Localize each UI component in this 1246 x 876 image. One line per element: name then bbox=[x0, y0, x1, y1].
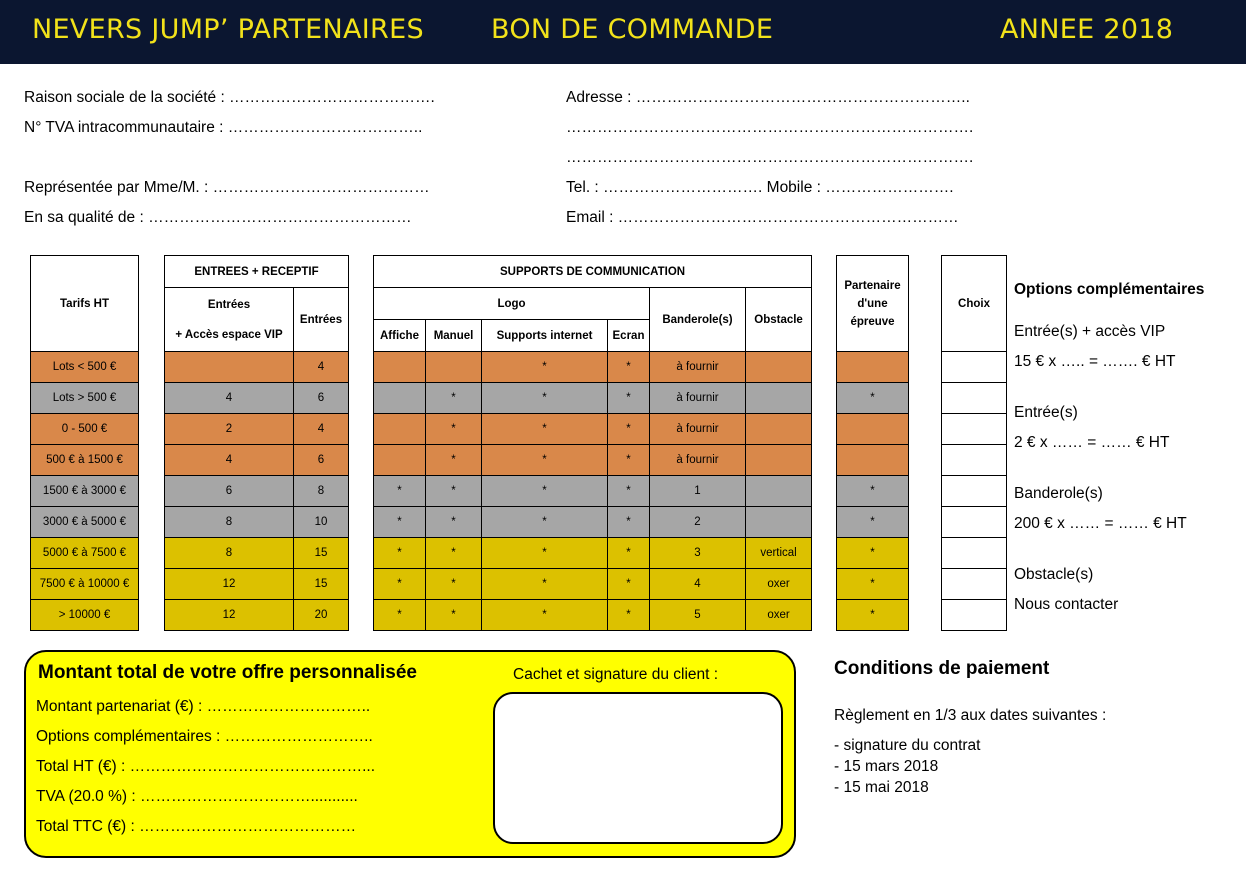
banderole-cell: 5 bbox=[650, 600, 746, 631]
table-row bbox=[942, 476, 1007, 507]
entrees-table bbox=[164, 255, 349, 631]
adresse-line-3: ……………………………………………………………………. bbox=[566, 149, 974, 166]
tarifs-header: Tarifs HT bbox=[31, 256, 139, 352]
affiche-cell: * bbox=[374, 600, 426, 631]
conditions-title: Conditions de paiement bbox=[834, 658, 1050, 679]
choix-cell[interactable] bbox=[942, 383, 1007, 414]
table-row bbox=[837, 507, 909, 538]
total-ttc-field: Total TTC (€) : …………………………………… bbox=[36, 818, 357, 835]
obstacle-cell bbox=[746, 507, 812, 538]
choix-cell[interactable] bbox=[942, 507, 1007, 538]
condition-item: - 15 mars 2018 bbox=[834, 758, 939, 775]
ecran-cell: * bbox=[608, 569, 650, 600]
entrees-group-header: ENTREES + RECEPTIF bbox=[165, 256, 349, 288]
banderole-header: Banderole(s) bbox=[650, 288, 746, 352]
table-row bbox=[942, 569, 1007, 600]
ecran-cell: * bbox=[608, 538, 650, 569]
banderole-cell: 3 bbox=[650, 538, 746, 569]
table-row bbox=[165, 476, 349, 507]
manuel-header: Manuel bbox=[426, 320, 482, 352]
tarif-cell: 1500 € à 3000 € bbox=[31, 476, 139, 507]
total-box bbox=[24, 650, 796, 858]
partenaire-cell bbox=[837, 352, 909, 383]
entrees-cell: 10 bbox=[294, 507, 349, 538]
entrees-vip-cell: 8 bbox=[165, 507, 294, 538]
header-bar bbox=[0, 0, 1246, 64]
tarif-cell: 5000 € à 7500 € bbox=[31, 538, 139, 569]
table-row bbox=[837, 383, 909, 414]
manuel-cell bbox=[426, 352, 482, 383]
ecran-cell: * bbox=[608, 600, 650, 631]
choix-table bbox=[941, 255, 1007, 631]
entrees-vip-cell: 8 bbox=[165, 538, 294, 569]
entrees-cell: 8 bbox=[294, 476, 349, 507]
obstacle-cell bbox=[746, 414, 812, 445]
choix-header: Choix bbox=[942, 256, 1007, 352]
ecran-cell: * bbox=[608, 352, 650, 383]
entrees-cell: 6 bbox=[294, 383, 349, 414]
table-row bbox=[837, 476, 909, 507]
obstacle-cell bbox=[746, 476, 812, 507]
entrees-cell: 15 bbox=[294, 538, 349, 569]
tarif-cell: 500 € à 1500 € bbox=[31, 445, 139, 476]
partenaire-cell bbox=[837, 414, 909, 445]
choix-cell[interactable] bbox=[942, 600, 1007, 631]
entrees-cell: 6 bbox=[294, 445, 349, 476]
ecran-cell: * bbox=[608, 476, 650, 507]
option-entrees-formula: 2 € x …… = …… € HT bbox=[1014, 434, 1170, 451]
entrees-cell: 15 bbox=[294, 569, 349, 600]
partenaire-cell bbox=[837, 445, 909, 476]
table-row bbox=[374, 445, 812, 476]
table-row bbox=[31, 445, 139, 476]
partenaire-cell: * bbox=[837, 600, 909, 631]
ecran-cell: * bbox=[608, 445, 650, 476]
tva-amount-field: TVA (20.0 %) : ……………………………........... bbox=[36, 788, 358, 805]
table-row bbox=[837, 352, 909, 383]
table-row bbox=[374, 507, 812, 538]
affiche-cell bbox=[374, 383, 426, 414]
manuel-cell: * bbox=[426, 383, 482, 414]
table-row bbox=[165, 414, 349, 445]
banderole-cell: 4 bbox=[650, 569, 746, 600]
table-row bbox=[837, 538, 909, 569]
table-row bbox=[942, 538, 1007, 569]
cachet-label: Cachet et signature du client : bbox=[513, 666, 719, 683]
table-row bbox=[374, 538, 812, 569]
option-banderole-label: Banderole(s) bbox=[1014, 485, 1103, 502]
conditions-intro: Règlement en 1/3 aux dates suivantes : bbox=[834, 707, 1107, 724]
option-obstacle-contact: Nous contacter bbox=[1014, 596, 1119, 613]
table-row bbox=[31, 600, 139, 631]
table-row bbox=[942, 600, 1007, 631]
tarif-cell: 0 - 500 € bbox=[31, 414, 139, 445]
table-row bbox=[837, 414, 909, 445]
options-title: Options complémentaires bbox=[1014, 281, 1205, 298]
table-row bbox=[31, 414, 139, 445]
table-row bbox=[374, 569, 812, 600]
obstacle-header: Obstacle bbox=[746, 288, 812, 352]
ecran-header: Ecran bbox=[608, 320, 650, 352]
affiche-cell bbox=[374, 414, 426, 445]
obstacle-cell: oxer bbox=[746, 600, 812, 631]
table-row bbox=[374, 476, 812, 507]
entrees-vip-cell: 2 bbox=[165, 414, 294, 445]
table-row bbox=[31, 476, 139, 507]
tarif-cell: 3000 € à 5000 € bbox=[31, 507, 139, 538]
entrees-vip-cell: 6 bbox=[165, 476, 294, 507]
affiche-cell bbox=[374, 445, 426, 476]
table-row bbox=[837, 600, 909, 631]
supports-internet-cell: * bbox=[482, 476, 608, 507]
table-row bbox=[942, 352, 1007, 383]
choix-cell[interactable] bbox=[942, 569, 1007, 600]
obstacle-cell bbox=[746, 445, 812, 476]
banderole-cell: à fournir bbox=[650, 414, 746, 445]
header-year: ANNEE 2018 bbox=[1000, 14, 1174, 45]
entrees-vip-cell: 12 bbox=[165, 600, 294, 631]
adresse-line-2: ……………………………………………………………………. bbox=[566, 119, 974, 136]
banderole-cell: à fournir bbox=[650, 383, 746, 414]
partenaire-cell: * bbox=[837, 569, 909, 600]
obstacle-cell bbox=[746, 383, 812, 414]
table-row bbox=[31, 383, 139, 414]
table-row bbox=[837, 445, 909, 476]
entrees-vip-header bbox=[165, 288, 294, 352]
affiche-cell bbox=[374, 352, 426, 383]
affiche-cell: * bbox=[374, 538, 426, 569]
option-entrees-vip-label: Entrée(s) + accès VIP bbox=[1014, 323, 1166, 340]
table-row bbox=[31, 352, 139, 383]
table-row bbox=[374, 600, 812, 631]
montant-partenariat-field: Montant partenariat (€) : ………………………….. bbox=[36, 698, 371, 715]
supports-internet-cell: * bbox=[482, 445, 608, 476]
manuel-cell: * bbox=[426, 445, 482, 476]
email-field: Email : ………………………………………………………… bbox=[566, 209, 959, 226]
banderole-cell: 2 bbox=[650, 507, 746, 538]
affiche-header: Affiche bbox=[374, 320, 426, 352]
condition-item: - signature du contrat bbox=[834, 737, 981, 754]
choix-cell[interactable] bbox=[942, 445, 1007, 476]
table-row bbox=[31, 507, 139, 538]
total-title: Montant total de votre offre personnalisée bbox=[38, 662, 417, 683]
manuel-cell: * bbox=[426, 569, 482, 600]
affiche-cell: * bbox=[374, 507, 426, 538]
manuel-cell: * bbox=[426, 600, 482, 631]
supports-internet-cell: * bbox=[482, 600, 608, 631]
entrees-vip-header-line2: + Accès espace VIP bbox=[175, 328, 283, 341]
table-row bbox=[165, 538, 349, 569]
table-row bbox=[942, 383, 1007, 414]
supports-internet-cell: * bbox=[482, 538, 608, 569]
entrees-cell: 4 bbox=[294, 414, 349, 445]
partenaire-cell: * bbox=[837, 538, 909, 569]
entrees-cell: 20 bbox=[294, 600, 349, 631]
logo-header: Logo bbox=[374, 288, 650, 320]
option-obstacle-label: Obstacle(s) bbox=[1014, 566, 1094, 583]
table-row bbox=[165, 600, 349, 631]
tarif-cell: Lots > 500 € bbox=[31, 383, 139, 414]
banderole-cell: à fournir bbox=[650, 445, 746, 476]
supports-internet-header: Supports internet bbox=[482, 320, 608, 352]
representee-field: Représentée par Mme/M. : …………………………………… bbox=[24, 179, 430, 196]
supports-table bbox=[373, 255, 812, 631]
manuel-cell: * bbox=[426, 414, 482, 445]
banderole-cell: 1 bbox=[650, 476, 746, 507]
partenaire-table bbox=[836, 255, 909, 631]
manuel-cell: * bbox=[426, 507, 482, 538]
tel-mobile-field: Tel. : …………………………. Mobile : ……………………. bbox=[566, 179, 954, 196]
supports-group-header: SUPPORTS DE COMMUNICATION bbox=[374, 256, 812, 288]
banderole-cell: à fournir bbox=[650, 352, 746, 383]
entrees-vip-cell bbox=[165, 352, 294, 383]
entrees-vip-cell: 4 bbox=[165, 445, 294, 476]
ecran-cell: * bbox=[608, 414, 650, 445]
entrees-vip-header-line1: Entrées bbox=[207, 298, 251, 311]
table-row bbox=[374, 383, 812, 414]
condition-item: - 15 mai 2018 bbox=[834, 779, 929, 796]
manuel-cell: * bbox=[426, 476, 482, 507]
supports-internet-cell: * bbox=[482, 414, 608, 445]
ecran-cell: * bbox=[608, 507, 650, 538]
entrees-header: Entrées bbox=[294, 288, 349, 352]
option-entrees-label: Entrée(s) bbox=[1014, 404, 1078, 421]
affiche-cell: * bbox=[374, 569, 426, 600]
adresse-field: Adresse : ……………………………………………………….. bbox=[566, 89, 970, 106]
obstacle-cell: vertical bbox=[746, 538, 812, 569]
manuel-cell: * bbox=[426, 538, 482, 569]
table-row bbox=[942, 507, 1007, 538]
tarifs-table bbox=[30, 255, 139, 631]
tarif-cell: > 10000 € bbox=[31, 600, 139, 631]
supports-internet-cell: * bbox=[482, 352, 608, 383]
qualite-field: En sa qualité de : …………………………………………… bbox=[24, 209, 412, 226]
choix-cell[interactable] bbox=[942, 476, 1007, 507]
header-partners-title: NEVERS JUMP’ PARTENAIRES bbox=[32, 14, 424, 45]
tarif-cell: 7500 € à 10000 € bbox=[31, 569, 139, 600]
partenaire-cell: * bbox=[837, 476, 909, 507]
tva-field: N° TVA intracommunautaire : ……………………………….. bbox=[24, 119, 423, 136]
entrees-vip-cell: 12 bbox=[165, 569, 294, 600]
tarif-cell: Lots < 500 € bbox=[31, 352, 139, 383]
table-row bbox=[374, 414, 812, 445]
supports-internet-cell: * bbox=[482, 569, 608, 600]
choix-cell[interactable] bbox=[942, 352, 1007, 383]
header-order-title: BON DE COMMANDE bbox=[491, 14, 774, 45]
choix-cell[interactable] bbox=[942, 414, 1007, 445]
affiche-cell: * bbox=[374, 476, 426, 507]
table-row bbox=[165, 352, 349, 383]
choix-cell[interactable] bbox=[942, 538, 1007, 569]
option-entrees-vip-formula: 15 € x ….. = ……. € HT bbox=[1014, 353, 1176, 370]
options-complementaires-field: Options complémentaires : ……………………….. bbox=[36, 728, 373, 745]
ecran-cell: * bbox=[608, 383, 650, 414]
table-row bbox=[165, 445, 349, 476]
table-row bbox=[942, 445, 1007, 476]
table-row bbox=[374, 352, 812, 383]
obstacle-cell bbox=[746, 352, 812, 383]
table-row bbox=[165, 383, 349, 414]
table-row bbox=[31, 538, 139, 569]
total-ht-field: Total HT (€) : ………………………………………... bbox=[36, 758, 376, 775]
option-banderole-formula: 200 € x …… = …… € HT bbox=[1014, 515, 1187, 532]
supports-internet-cell: * bbox=[482, 383, 608, 414]
raison-sociale-field: Raison sociale de la société : …………………………………. bbox=[24, 89, 435, 106]
table-row bbox=[31, 569, 139, 600]
entrees-vip-cell: 4 bbox=[165, 383, 294, 414]
table-row bbox=[165, 507, 349, 538]
supports-internet-cell: * bbox=[482, 507, 608, 538]
signature-box bbox=[493, 692, 783, 844]
entrees-cell: 4 bbox=[294, 352, 349, 383]
partenaire-cell: * bbox=[837, 507, 909, 538]
table-row bbox=[942, 414, 1007, 445]
partenaire-header: Partenaire d'une épreuve bbox=[837, 256, 909, 352]
table-row bbox=[165, 569, 349, 600]
obstacle-cell: oxer bbox=[746, 569, 812, 600]
partenaire-cell: * bbox=[837, 383, 909, 414]
table-row bbox=[837, 569, 909, 600]
